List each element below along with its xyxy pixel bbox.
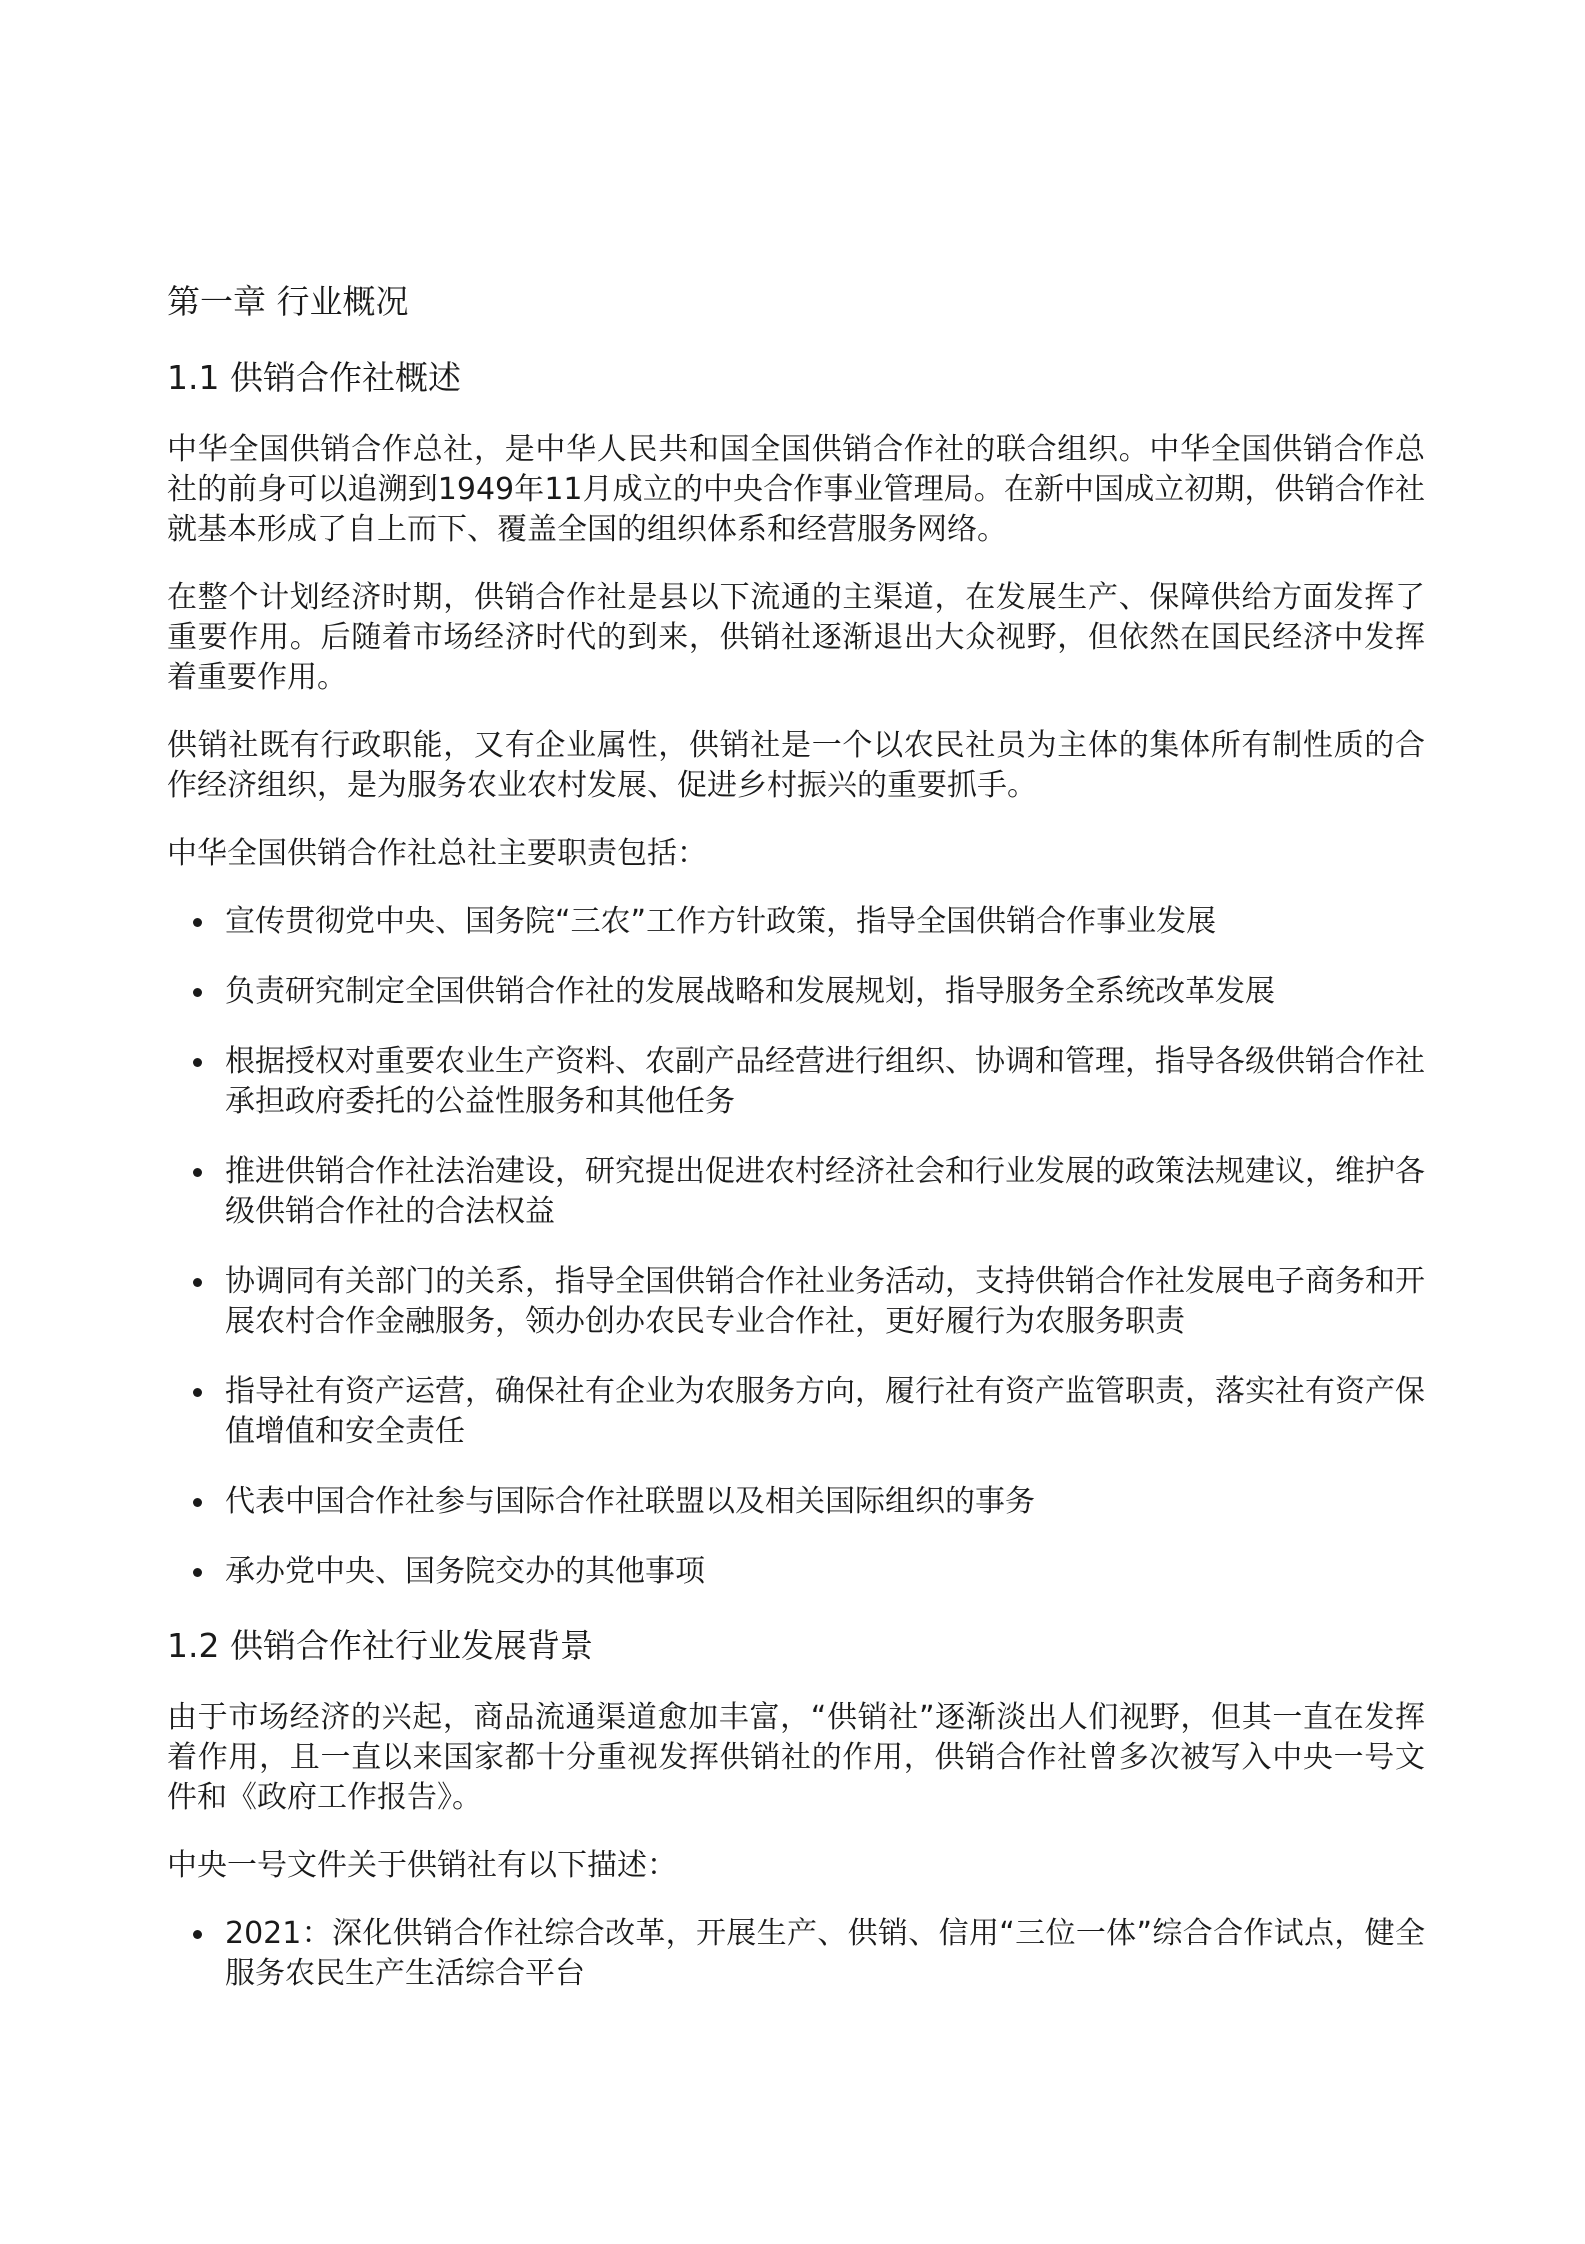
list-item [167, 1552, 1425, 1592]
bullet-icon [193, 1568, 202, 1577]
paragraph: 中华全国供销合作社总社主要职责包括： [167, 836, 707, 871]
list-item-text: 根据授权对重要农业生产资料、农副产品经营进行组织、协调和管理，指导各级供销合作社承担政府委托的公益性服务和其他任务 [225, 1044, 1425, 1119]
paragraph: 中华全国供销合作总社，是中华人民共和国全国供销合作社的联合组织。中华全国供销合作总社的前身可以追溯到1949年11月成立的中央合作事业管理局。在新中国成立初期，供销合作社就基本形成了自上而下、覆盖全国的组织体系和经营服务网络。 [167, 432, 1425, 547]
paragraph: 由于市场经济的兴起，商品流通渠道愈加丰富，“供销社”逐渐淡出人们视野，但其一直在发挥着作用，且一直以来国家都十分重视发挥供销社的作用，供销合作社曾多次被写入中央一号文件和《政府工作报告》。 [167, 1700, 1425, 1815]
section-title-1-2: 1.2 供销合作社行业发展背景 [167, 1626, 593, 1665]
list-item [167, 902, 1425, 942]
list-item-text: 承办党中央、国务院交办的其他事项 [225, 1554, 705, 1589]
paragraph: 中央一号文件关于供销社有以下描述： [167, 1848, 677, 1883]
list-item-text: 2021：深化供销合作社综合改革，开展生产、供销、信用“三位一体”综合合作试点，健全服务农民生产生活综合平台 [225, 1916, 1425, 1991]
section-title-1-1: 1.1 供销合作社概述 [167, 358, 461, 397]
chapter-title: 第一章 行业概况 [167, 282, 409, 321]
list-item [167, 1152, 1425, 1232]
list-item [167, 1042, 1425, 1122]
list-item [167, 972, 1425, 1012]
list-item [167, 1262, 1425, 1342]
policy-list [167, 1914, 1425, 1994]
list-item-text: 推进供销合作社法治建设，研究提出促进农村经济社会和行业发展的政策法规建议，维护各级供销合作社的合法权益 [225, 1154, 1425, 1229]
bullet-icon [193, 1278, 202, 1287]
list-item-text: 宣传贯彻党中央、国务院“三农”工作方针政策，指导全国供销合作事业发展 [225, 904, 1217, 939]
list-item-text: 协调同有关部门的关系，指导全国供销合作社业务活动，支持供销合作社发展电子商务和开展农村合作金融服务，领办创办农民专业合作社，更好履行为农服务职责 [225, 1264, 1425, 1339]
bullet-icon [193, 918, 202, 927]
list-item-text: 负责研究制定全国供销合作社的发展战略和发展规划，指导服务全系统改革发展 [225, 974, 1275, 1009]
list-item [167, 1914, 1425, 1994]
duties-list [167, 902, 1425, 1592]
list-item-text: 指导社有资产运营，确保社有企业为农服务方向，履行社有资产监管职责，落实社有资产保值增值和安全责任 [225, 1374, 1425, 1449]
bullet-icon [193, 1930, 202, 1939]
bullet-icon [193, 1388, 202, 1397]
bullet-icon [193, 1498, 202, 1507]
paragraph: 在整个计划经济时期，供销合作社是县以下流通的主渠道，在发展生产、保障供给方面发挥了重要作用。后随着市场经济时代的到来，供销社逐渐退出大众视野，但依然在国民经济中发挥着重要作用。 [167, 580, 1425, 695]
list-item-text: 代表中国合作社参与国际合作社联盟以及相关国际组织的事务 [225, 1484, 1035, 1519]
bullet-icon [193, 1058, 202, 1067]
bullet-icon [193, 988, 202, 997]
list-item [167, 1482, 1425, 1522]
list-item [167, 1372, 1425, 1452]
paragraph: 供销社既有行政职能，又有企业属性，供销社是一个以农民社员为主体的集体所有制性质的合作经济组织，是为服务农业农村发展、促进乡村振兴的重要抓手。 [167, 728, 1425, 803]
bullet-icon [193, 1168, 202, 1177]
